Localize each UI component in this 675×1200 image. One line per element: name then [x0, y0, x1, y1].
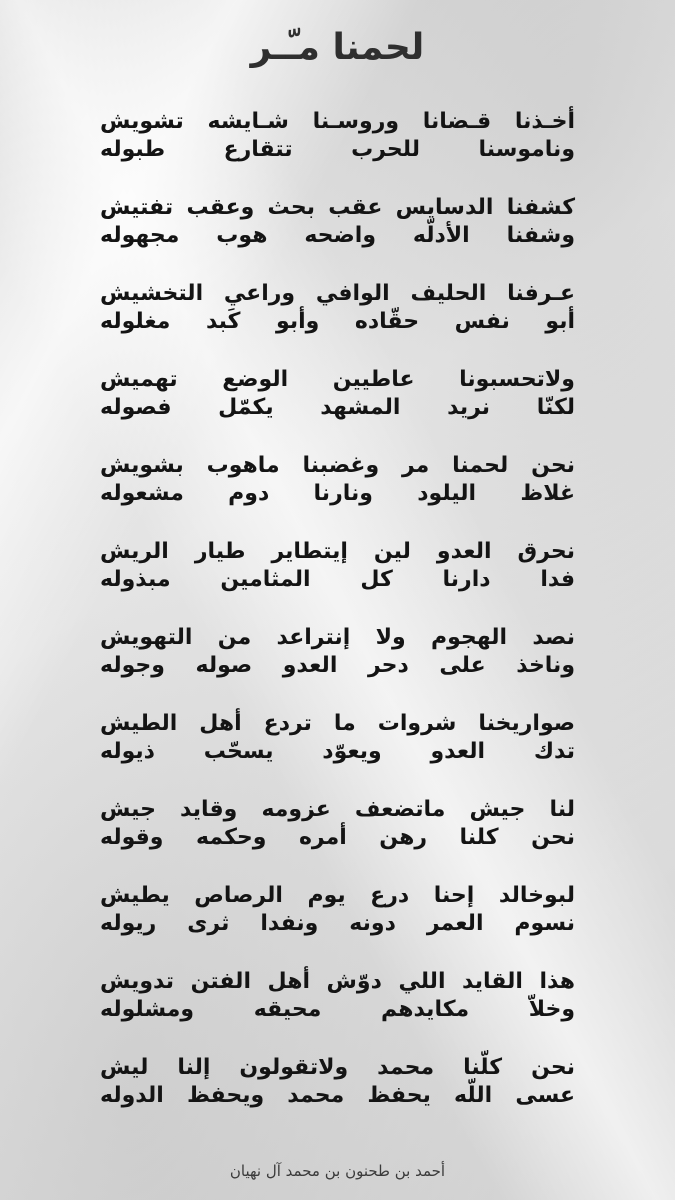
verse-second-hemistich: نسوم العمر دونه ونفدا ثرى ريوله: [100, 911, 575, 936]
stanza: [100, 624, 575, 710]
stanza: [100, 538, 575, 624]
verse-first-hemistich: كشفنا الدسايس عقب بحث وعقب تفتيش: [100, 195, 575, 220]
verse-first-hemistich: نحن لحمنا مر وغضبنا ماهوب بشويش: [100, 453, 575, 478]
verse-second-hemistich: عسى اللّه يحفظ محمد ويحفظ الدوله: [100, 1083, 575, 1108]
stanza: [100, 280, 575, 366]
stanza: [100, 710, 575, 796]
verse-first-hemistich: صواريخنا شروات ما تردع أهل الطيش: [100, 711, 575, 736]
stanza: [100, 882, 575, 968]
verse-second-hemistich: وناموسنا للحرب تتقارع طبوله: [100, 137, 575, 162]
stanza: [100, 968, 575, 1054]
verse-first-hemistich: لبوخالد إحنا درع يوم الرصاص يطيش: [100, 883, 575, 908]
verse-second-hemistich: تدك العدو ويعوّد يسحّب ذيوله: [100, 739, 575, 764]
verse-second-hemistich: وشفنا الأدلّه واضحه هوب مجهوله: [100, 223, 575, 248]
stanza: [100, 366, 575, 452]
verse-second-hemistich: فدا دارنا كل المثامين مبذوله: [100, 567, 575, 592]
poem-title: لحمنا مـّـر: [250, 27, 425, 68]
stanza: [100, 1054, 575, 1140]
verse-first-hemistich: أخـذنا قـضانا وروسـنا شـايشه تشويش: [100, 109, 575, 134]
verse-first-hemistich: هذا القايد اللي دوّش أهل الفتن تدويش: [100, 969, 575, 994]
verse-second-hemistich: لكنّا نريد المشهد يكمّل فصوله: [100, 395, 575, 420]
verse-first-hemistich: ولاتحسبونا عاطيين الوضع تهميش: [100, 367, 575, 392]
stanza: [100, 108, 575, 194]
poem-body: [100, 108, 575, 1140]
poem-author: أحمد بن طحنون بن محمد آل نهيان: [229, 1162, 446, 1180]
verse-first-hemistich: نحرق العدو لين إيتطاير طيار الريش: [100, 539, 575, 564]
verse-first-hemistich: لنا جيش ماتضعف عزومه وقايد جيش: [100, 797, 575, 822]
verse-second-hemistich: غلاظ اليلود ونارنا دوم مشعوله: [100, 481, 575, 506]
verse-second-hemistich: أبو نفس حقّاده وأبو كَبد مغلوله: [100, 309, 575, 334]
verse-second-hemistich: وخلاّ مكايدهم محيقه ومشلوله: [100, 997, 575, 1022]
verse-first-hemistich: نحن كلّنا محمد ولاتقولون إلنا ليش: [100, 1055, 575, 1080]
stanza: [100, 796, 575, 882]
verse-first-hemistich: عـرفنا الحليف الوافي وراعي التخشيش: [100, 281, 575, 306]
verse-second-hemistich: نحن كلنا رهن أمره وحكمه وقوله: [100, 825, 575, 850]
verse-second-hemistich: وناخذ على دحر العدو صوله وجوله: [100, 653, 575, 678]
stanza: [100, 194, 575, 280]
verse-first-hemistich: نصد الهجوم ولا إنتراعد من التهويش: [100, 625, 575, 650]
stanza: [100, 452, 575, 538]
